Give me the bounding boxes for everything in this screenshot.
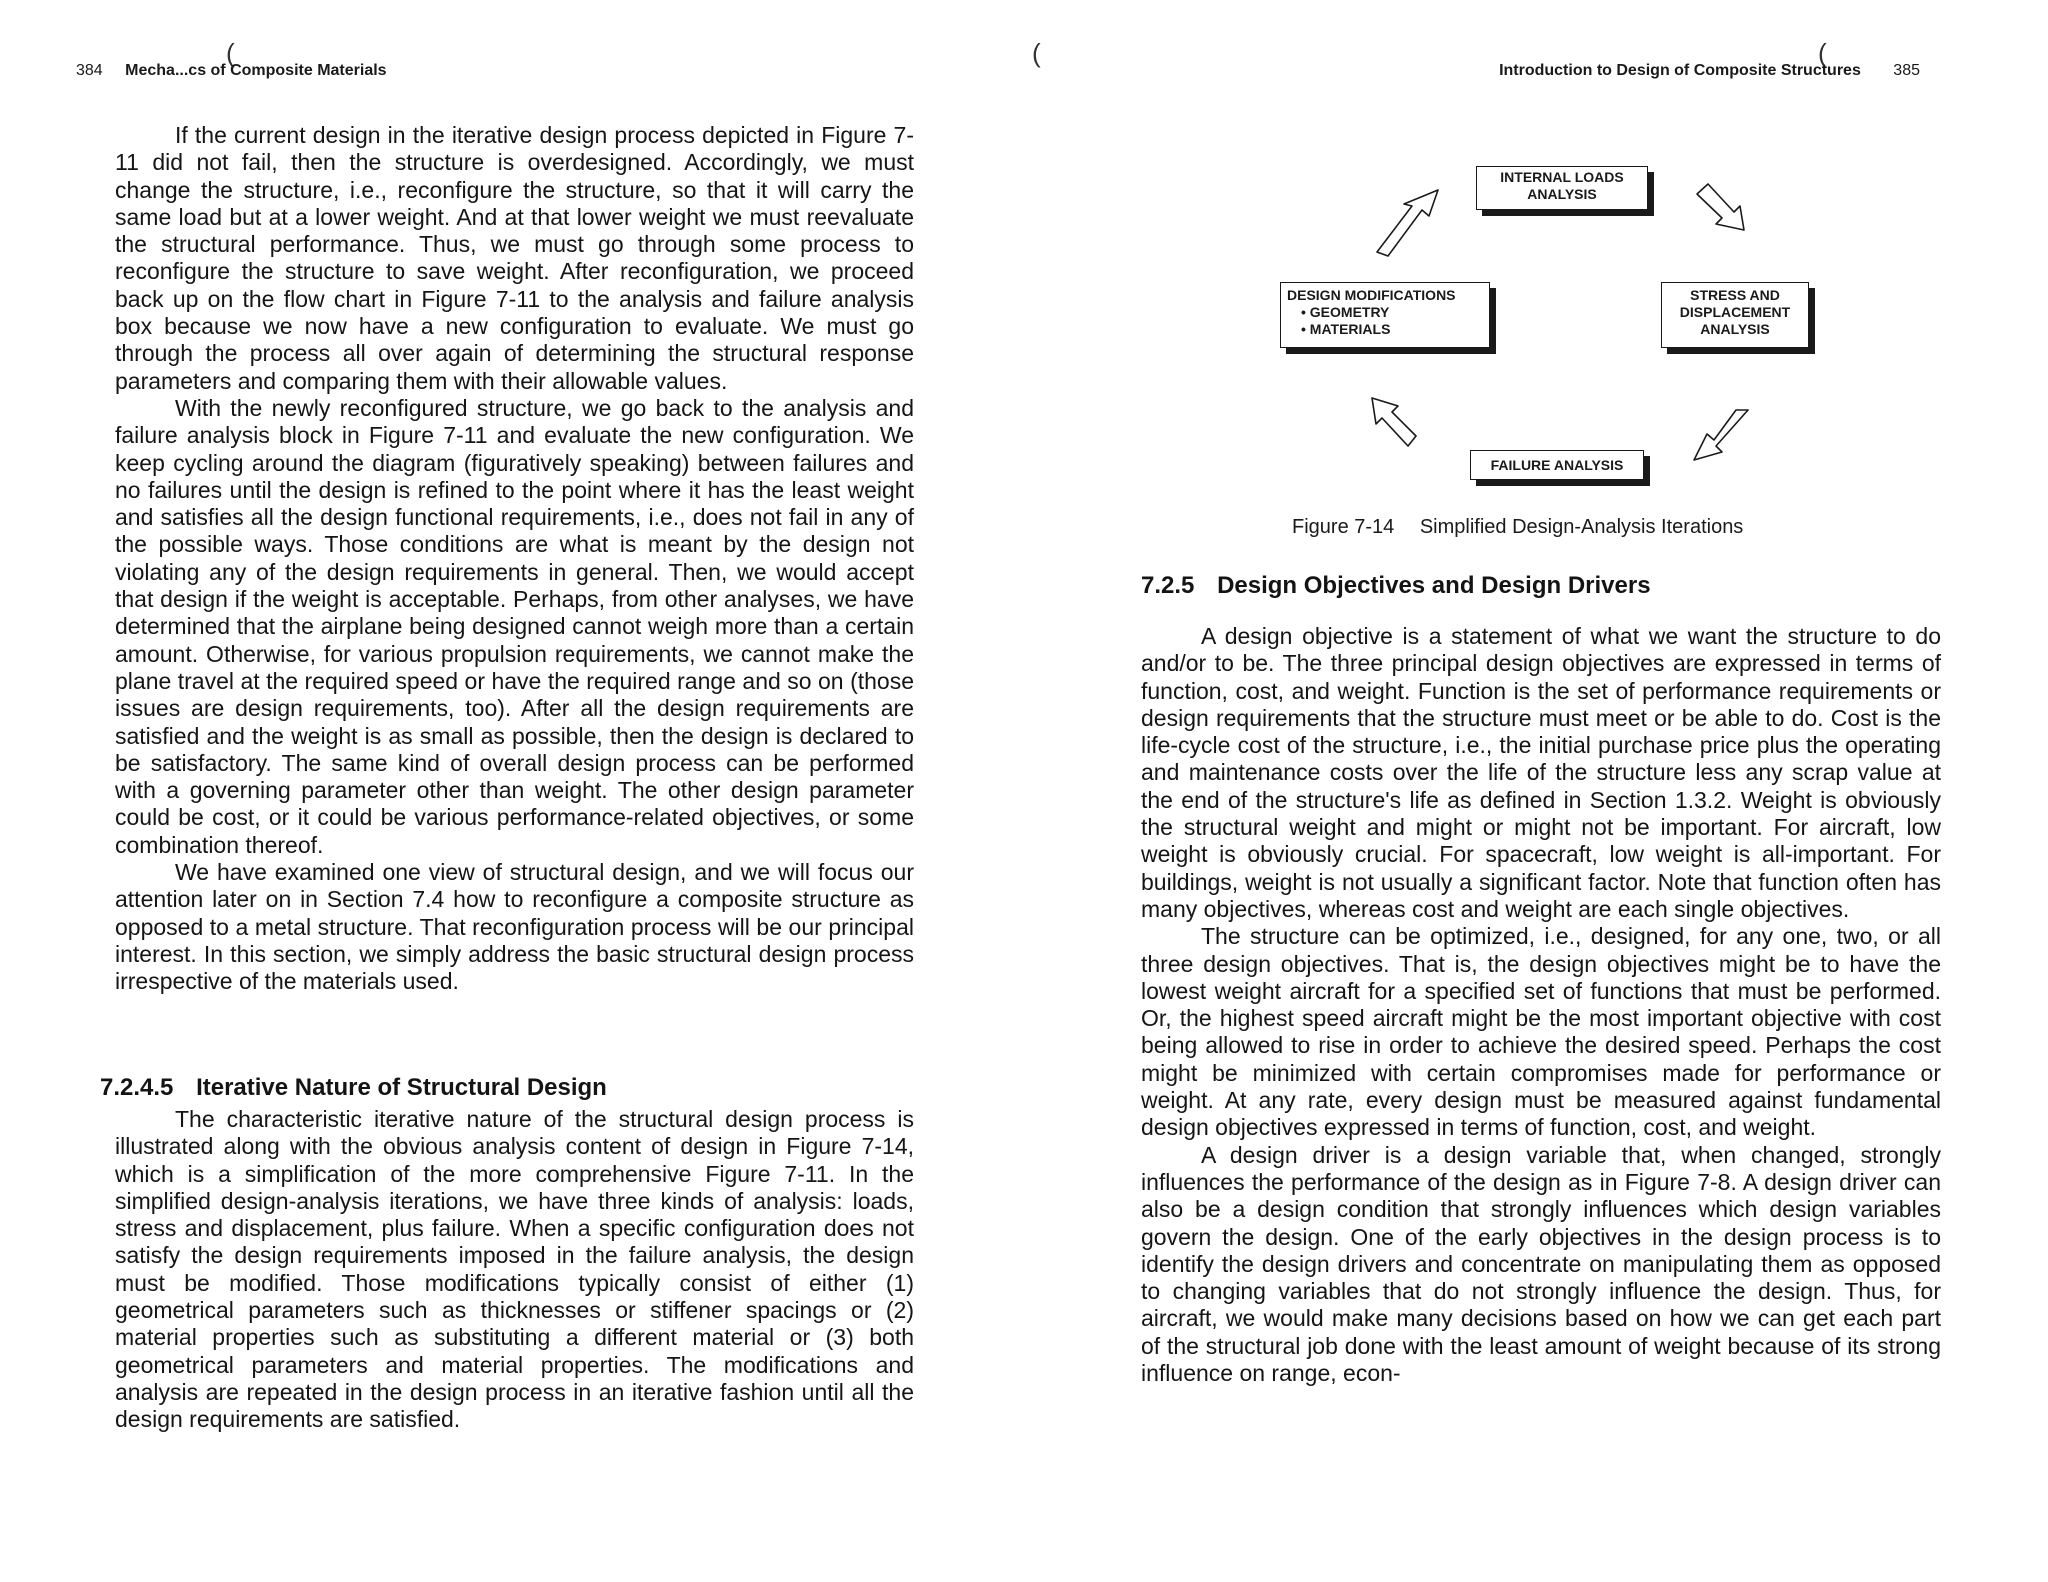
- left-running-title: Mecha...cs of Composite Materials: [125, 62, 387, 79]
- figure-number: Figure 7-14: [1292, 516, 1395, 538]
- stress-displacement-box: [1661, 282, 1809, 348]
- figure-title: Simplified Design-Analysis Iterations: [1419, 516, 1744, 538]
- box-line: FAILURE ANALYSIS: [1490, 457, 1624, 473]
- figure-caption: [1292, 516, 1743, 539]
- arrow-down-left-icon: [1694, 410, 1748, 460]
- scan-mark: (: [1818, 38, 1827, 68]
- arrow-down-right-icon: [1697, 184, 1744, 230]
- scan-mark: (: [1032, 38, 1041, 68]
- box-line: DESIGN MODIFICATIONS: [1287, 287, 1456, 303]
- box-line: ANALYSIS: [1700, 321, 1770, 337]
- left-page-number: 384: [76, 62, 103, 79]
- scan-mark: (: [226, 38, 235, 68]
- paragraph: The characteristic iterative nature of the structural design process is illustrated along with the obvious analysis content of design in Figure 7-14, which is a simplification of the more comprehensive Figure 7-11. In the simplified design-analysis iterations, we have three kinds of analysis: loads, stress and displacement, plus failure. When a specific configuration does not satisfy the design requirements imposed in the failure analysis, the design must be modified. Those modifications typically consist of either (1) geometrical parameters such as thicknesses or stiffener spacings or (2) material properties such as substituting a different material or (3) both geometrical parameters and material properties. The modifications and analysis are repeated in the design process in an iterative fashion until all the design requirements are satisfied.: [115, 1106, 914, 1433]
- box-line: ANALYSIS: [1527, 186, 1597, 202]
- paragraph: If the current design in the iterative design process depicted in Figure 7-11 did not fail, then the structure is overdesigned. Accordingly, we must change the structure, i.e., reconfigure the structure, so that it will carry the same load but at a lower weight. And at that lower weight we must reevaluate the structural performance. Thus, we must go through some process to reconfigure the structure to save weight. After reconfiguration, we proceed back up on the flow chart in Figure 7-11 to the analysis and failure analysis box because we now have a new configuration to evaluate. We must go through the process all over again of determining the structural response parameters and comparing them with their allowable values.: [115, 122, 914, 394]
- design-modifications-box: [1280, 282, 1490, 348]
- paragraph: A design objective is a statement of what we want the structure to do and/or to be. The three principal design objectives are expressed in terms of function, cost, and weight. Function is the set of performance requirements or design requirements that the structure must meet or be able to do. Cost is the life-cycle cost of the structure, i.e., the initial purchase price plus the operating and maintenance costs over the life of the structure less any scrap value at the end of the structure's life as defined in Section 1.3.2. Weight is obviously the structural weight and might or might not be important. For aircraft, low weight is obviously crucial. For spacecraft, low weight is all-important. For buildings, weight is not usually a significant factor. Note that function often has many objectives, whereas cost and weight are each single objectives.: [1141, 623, 1941, 922]
- failure-analysis-box: [1470, 450, 1644, 480]
- paragraph: With the newly reconfigured structure, we go back to the analysis and failure analysis block in Figure 7-11 and evaluate the new configuration. We keep cycling around the diagram (figuratively speaking) between failures and no failures until the design is refined to the point where it has the least weight and satisfies all the design functional requirements, i.e., does not fail in any of the possible ways. Those conditions are what is meant by the design not violating any of the design requirements in general. Then, we would accept that design if the weight is acceptable. Perhaps, from other analyses, we have determined that the airplane being designed cannot weigh more than a certain amount. Otherwise, for various propulsion requirements, we cannot make the plane travel at the required speed or have the required range and so on (those issues are design requirements, too). After all the design requirements are satisfied and the weight is as small as possible, then the design is declared to be satisfactory. The same kind of overall design process can be performed with a governing parameter other than weight. The other design parameter could be cost, or it could be various performance-related objectives, or some combination thereof.: [115, 394, 914, 858]
- box-line: INTERNAL LOADS: [1500, 169, 1624, 185]
- right-page-number: 385: [1893, 62, 1920, 79]
- arrow-up-left-icon: [1372, 398, 1416, 446]
- paragraph: A design driver is a design variable that, when changed, strongly influences the performance of the design as in Figure 7-8. A design driver can also be a design condition that strongly influences which design variables govern the design. One of the early objectives in the design process is to identify the design drivers and concentrate on manipulating them as opposed to changing variables that do not strongly influence the design. Thus, for aircraft, we would make many decisions based on how we can get each part of the structural job done with the least amount of weight because of its strong influence on range, econ-: [1141, 1141, 1941, 1387]
- internal-loads-box: [1476, 166, 1648, 210]
- arrow-up-right-icon: [1377, 190, 1438, 256]
- paragraph: The structure can be optimized, i.e., designed, for any one, two, or all three design objectives. That is, the design objectives might be to have the lowest weight aircraft for a specified set of functions that must be performed. Or, the highest speed aircraft might be the most important objective with cost being allowed to rise in order to achieve the desired speed. Perhaps the cost might be minimized with certain compromises made for performance or weight. At any rate, every design must be measured against fundamental design objectives expressed in terms of function, cost, and weight.: [1141, 923, 1941, 1141]
- right-text-block: [1141, 623, 1941, 1387]
- section-number: 7.2.5: [1141, 572, 1195, 599]
- section-title: Iterative Nature of Structural Design: [196, 1074, 607, 1101]
- box-line: STRESS AND: [1690, 287, 1780, 303]
- box-line: • MATERIALS: [1301, 321, 1391, 337]
- paragraph: We have examined one view of structural design, and we will focus our attention later on in Section 7.4 how to reconfigure a composite structure as opposed to a metal structure. That reconfiguration process will be our principal interest. In this section, we simply address the basic structural design process irrespective of the materials used.: [115, 859, 914, 995]
- box-line: DISPLACEMENT: [1679, 304, 1791, 320]
- box-line: • GEOMETRY: [1301, 304, 1390, 320]
- section-number: 7.2.4.5: [100, 1074, 174, 1101]
- section-heading-7-2-5: [1141, 572, 1651, 600]
- section-title: Design Objectives and Design Drivers: [1217, 572, 1651, 599]
- right-running-title: Introduction to Design of Composite Structures: [1499, 62, 1861, 79]
